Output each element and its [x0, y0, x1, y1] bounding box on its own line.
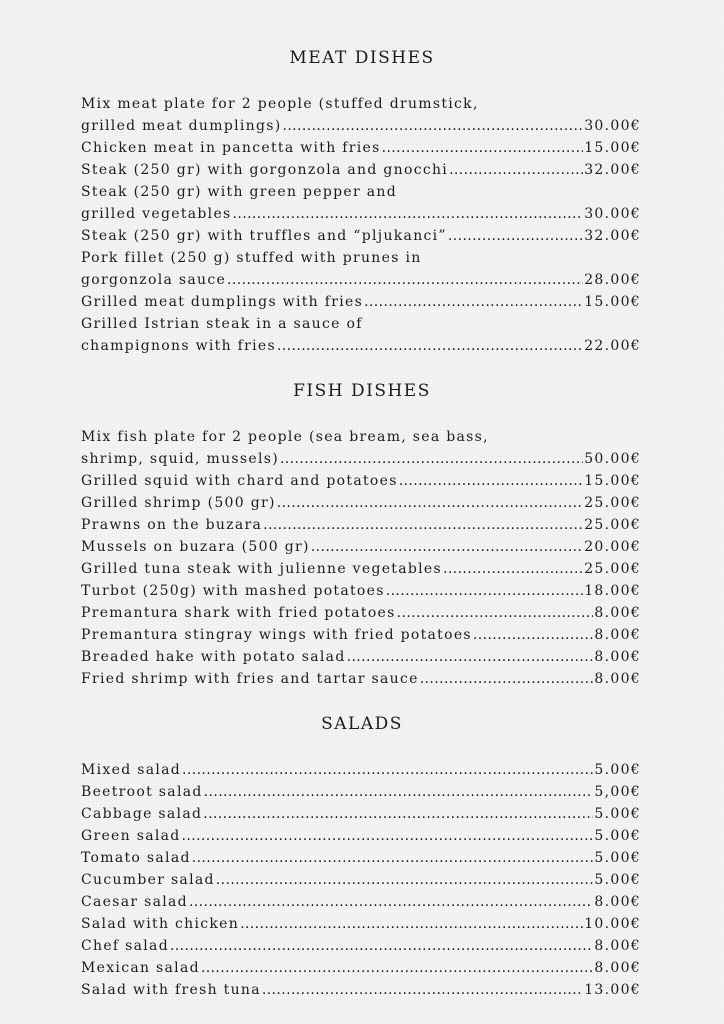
- dot-leader: [227, 269, 583, 291]
- menu-item: [81, 181, 641, 225]
- menu-item-name: grilled vegetables: [81, 206, 232, 222]
- dot-leader: [240, 913, 583, 935]
- menu-item-price: 15.00€: [584, 294, 641, 310]
- menu-item-price: 5.00€: [594, 806, 641, 822]
- menu-item-name: Beetroot salad: [81, 784, 203, 800]
- menu-item-row: [81, 646, 641, 668]
- menu-item-row: [81, 203, 641, 225]
- menu-item-name: Turbot (250g) with mashed potatoes: [81, 583, 385, 599]
- menu-item-price: 22.00€: [584, 338, 641, 354]
- menu-item-row: [81, 470, 641, 492]
- dot-leader: [280, 448, 583, 470]
- dot-leader: [397, 602, 594, 624]
- menu-item-row: [81, 825, 641, 847]
- dot-leader: [382, 137, 584, 159]
- menu-item: [81, 602, 641, 624]
- menu-item-row: [81, 558, 641, 580]
- menu-item-name: Grilled squid with chard and potatoes: [81, 473, 398, 489]
- menu-item-price: 8.00€: [594, 649, 641, 665]
- section-title-fish-dishes: FISH DISHES: [293, 381, 431, 401]
- dot-leader: [347, 646, 594, 668]
- menu-item-name: Premantura stingray wings with fried potatoes: [81, 627, 472, 643]
- menu-item-price: 13.00€: [584, 982, 641, 998]
- menu-item-price: 25.00€: [584, 495, 641, 511]
- section-title-salads: SALADS: [321, 714, 403, 734]
- menu-item-name: Chicken meat in pancetta with fries: [81, 140, 381, 156]
- menu-item: [81, 847, 641, 869]
- menu-item-name: Chef salad: [81, 938, 169, 954]
- menu-item-name: Fried shrimp with fries and tartar sauce: [81, 671, 419, 687]
- menu-item-name: Steak (250 gr) with truffles and “pljukanci”: [81, 228, 447, 244]
- dot-leader: [262, 979, 583, 1001]
- menu-item-name: Cabbage salad: [81, 806, 203, 822]
- menu-item-row: [81, 335, 641, 357]
- dot-leader: [311, 536, 583, 558]
- menu-item: [81, 891, 641, 913]
- menu-item-price: 8.00€: [594, 671, 641, 687]
- menu-item-price: 5.00€: [594, 828, 641, 844]
- menu-item: [81, 558, 641, 580]
- menu-item-name: grilled meat dumplings): [81, 118, 282, 134]
- menu-item-row: [81, 781, 641, 803]
- menu-item-price: 15.00€: [584, 140, 641, 156]
- menu-item-name: Steak (250 gr) with gorgonzola and gnocchi: [81, 162, 449, 178]
- menu-item-row: [81, 668, 641, 690]
- menu-item-name-line: Steak (250 gr) with green pepper and: [81, 184, 397, 200]
- menu-item-row: [81, 492, 641, 514]
- dot-leader: [204, 781, 594, 803]
- menu-item-name: shrimp, squid, mussels): [81, 451, 279, 467]
- menu-item: [81, 913, 641, 935]
- menu-item: [81, 536, 641, 558]
- menu-item-row: [81, 979, 641, 1001]
- menu-item: [81, 646, 641, 668]
- menu-item-price: 25.00€: [584, 561, 641, 577]
- menu-item-name: Mussels on buzara (500 gr): [81, 539, 310, 555]
- menu-item-row: [81, 269, 641, 291]
- menu-item-name: Grilled meat dumplings with fries: [81, 294, 364, 310]
- dot-leader: [216, 869, 594, 891]
- dot-leader: [277, 335, 583, 357]
- menu-item: [81, 93, 641, 137]
- menu-item: [81, 668, 641, 690]
- menu-item-row: [81, 225, 641, 247]
- menu-item: [81, 492, 641, 514]
- menu-item-price: 32.00€: [584, 228, 641, 244]
- menu-item-row: [81, 137, 641, 159]
- dot-leader: [277, 492, 583, 514]
- menu-item-price: 8.00€: [594, 938, 641, 954]
- menu-item-row: [81, 159, 641, 181]
- dot-leader: [170, 935, 593, 957]
- menu-item-row: [81, 536, 641, 558]
- dot-leader: [449, 159, 583, 181]
- menu-item-row: [81, 913, 641, 935]
- menu-item-name: Mixed salad: [81, 762, 182, 778]
- menu-item-row: [81, 847, 641, 869]
- menu-item-price: 28.00€: [584, 272, 641, 288]
- menu-item-price: 5.00€: [594, 850, 641, 866]
- menu-item-row: [81, 448, 641, 470]
- section-title-meat-dishes: MEAT DISHES: [289, 48, 435, 68]
- menu-item-row: [81, 803, 641, 825]
- menu-item-name: Salad with fresh tuna: [81, 982, 261, 998]
- menu-item-price: 30.00€: [584, 206, 641, 222]
- menu-item: [81, 935, 641, 957]
- menu-item-price: 10.00€: [584, 916, 641, 932]
- menu-item: [81, 580, 641, 602]
- menu-item-price: 8.00€: [594, 605, 641, 621]
- menu-item: [81, 313, 641, 357]
- menu-item-price: 8.00€: [594, 960, 641, 976]
- menu-item-name: Mexican salad: [81, 960, 200, 976]
- menu-item-price: 5.00€: [594, 762, 641, 778]
- menu-item-price: 8.00€: [594, 894, 641, 910]
- fish-dishes-list: [81, 426, 641, 690]
- menu-item-row: [81, 869, 641, 891]
- dot-leader: [443, 558, 583, 580]
- menu-item: [81, 291, 641, 313]
- dot-leader: [203, 803, 593, 825]
- menu-item-name-line: Pork fillet (250 g) stuffed with prunes in: [81, 250, 422, 266]
- menu-item-row: [81, 891, 641, 913]
- menu-item: [81, 803, 641, 825]
- menu-item: [81, 869, 641, 891]
- menu-item-price: 8.00€: [594, 627, 641, 643]
- menu-item-row: [81, 602, 641, 624]
- menu-item-row: [81, 291, 641, 313]
- dot-leader: [473, 624, 594, 646]
- menu-item-row: [81, 957, 641, 979]
- menu-item-row: [81, 935, 641, 957]
- menu-item: [81, 759, 641, 781]
- meat-dishes-list: [81, 93, 641, 357]
- dot-leader: [282, 115, 583, 137]
- menu-item: [81, 137, 641, 159]
- menu-item-price: 15.00€: [584, 473, 641, 489]
- menu-item-price: 5,00€: [594, 784, 641, 800]
- menu-item-price: 5.00€: [594, 872, 641, 888]
- menu-item-price: 25.00€: [584, 517, 641, 533]
- menu-item: [81, 624, 641, 646]
- menu-item-name: gorgonzola sauce: [81, 272, 227, 288]
- menu-item-name: Grilled tuna steak with julienne vegetables: [81, 561, 442, 577]
- menu-item: [81, 426, 641, 470]
- menu-item: [81, 247, 641, 291]
- menu-item: [81, 825, 641, 847]
- menu-item-name: Prawns on the buzara: [81, 517, 263, 533]
- dot-leader: [420, 668, 594, 690]
- menu-item-name: Grilled shrimp (500 gr): [81, 495, 276, 511]
- menu-item-name: champignons with fries: [81, 338, 276, 354]
- menu-item-row: [81, 514, 641, 536]
- dot-leader: [182, 825, 594, 847]
- menu-item-name: Salad with chicken: [81, 916, 240, 932]
- menu-item-name-line: Grilled Istrian steak in a sauce of: [81, 316, 363, 332]
- dot-leader: [189, 891, 593, 913]
- menu-item: [81, 957, 641, 979]
- dot-leader: [386, 580, 583, 602]
- dot-leader: [201, 957, 594, 979]
- menu-item-name-line: Mix fish plate for 2 people (sea bream, sea bass,: [81, 429, 489, 445]
- dot-leader: [399, 470, 584, 492]
- menu-item-name: Premantura shark with fried potatoes: [81, 605, 396, 621]
- menu-item: [81, 781, 641, 803]
- menu-item: [81, 159, 641, 181]
- menu-item-name: Caesar salad: [81, 894, 188, 910]
- menu-item-row: [81, 580, 641, 602]
- menu-item-row: [81, 759, 641, 781]
- menu-item-price: 50.00€: [584, 451, 641, 467]
- dot-leader: [182, 759, 593, 781]
- menu-item-name: Breaded hake with potato salad: [81, 649, 346, 665]
- menu-item-name: Cucumber salad: [81, 872, 215, 888]
- menu-item-name: Tomato salad: [81, 850, 191, 866]
- menu-item-name-line: Mix meat plate for 2 people (stuffed drumstick,: [81, 96, 479, 112]
- menu-item: [81, 514, 641, 536]
- menu-item: [81, 979, 641, 1001]
- dot-leader: [364, 291, 583, 313]
- menu-item-name: Green salad: [81, 828, 181, 844]
- menu-item-row: [81, 624, 641, 646]
- menu-item-price: 30.00€: [584, 118, 641, 134]
- salads-list: [81, 759, 641, 1001]
- dot-leader: [233, 203, 584, 225]
- dot-leader: [192, 847, 594, 869]
- menu-item-price: 20.00€: [584, 539, 641, 555]
- dot-leader: [263, 514, 583, 536]
- menu-item-row: [81, 115, 641, 137]
- menu-item: [81, 225, 641, 247]
- menu-item-price: 18.00€: [584, 583, 641, 599]
- dot-leader: [448, 225, 583, 247]
- menu-item: [81, 470, 641, 492]
- menu-item-price: 32.00€: [584, 162, 641, 178]
